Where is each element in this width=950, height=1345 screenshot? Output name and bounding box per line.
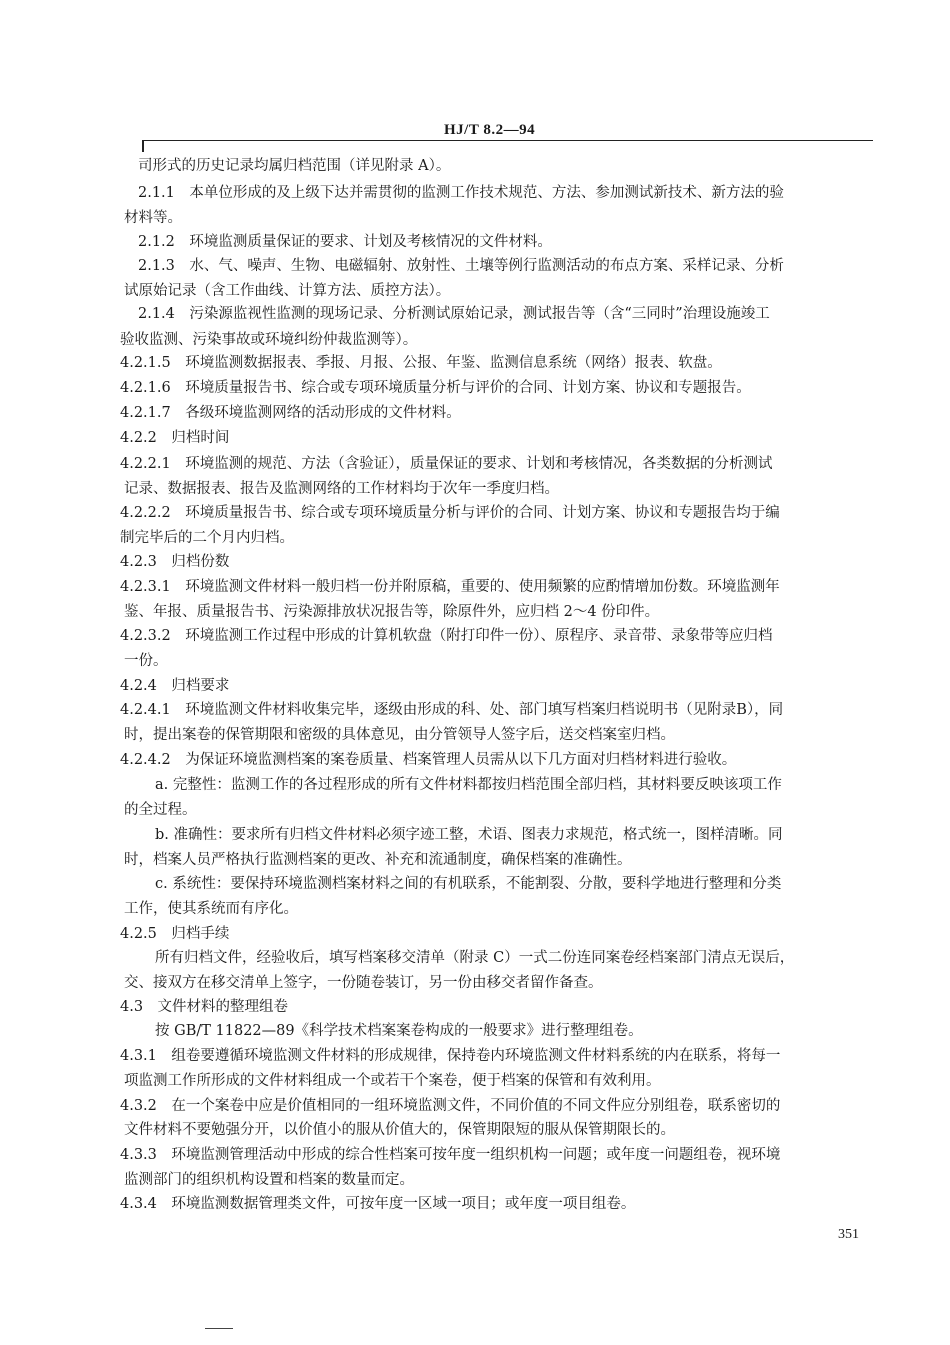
text-line: 4.2.3.2 环境监测工作过程中形成的计算机软盘（附打印件一份）、原程序、录音带、录象带等应归档	[120, 628, 773, 644]
text-line: 文件材料不要勉强分开，以价值小的服从价值大的，保管期限短的服从保管期限长的。	[124, 1122, 675, 1138]
text-line: 4.3.1 组卷要遵循环境监测文件材料的形成规律，保持卷内环境监测文件材料系统的内在联系，将每一	[120, 1048, 781, 1064]
text-line: 4.2.1.6 环境质量报告书、综合或专项环境质量分析与评价的合同、计划方案、协议和专题报告。	[120, 380, 751, 396]
text-line: 司形式的历史记录均属归档范围（详见附录 A）。	[138, 158, 451, 174]
footer-mark	[205, 1328, 233, 1329]
text-line: 所有归档文件，经验收后，填写档案移交清单（附录 C）一式二份连同案卷经档案部门清点无误后，	[155, 950, 795, 966]
text-line: 4.2.1.5 环境监测数据报表、季报、月报、公报、年鉴、监测信息系统（网络）报表、软盘。	[120, 355, 722, 371]
text-line: 时，档案人员严格执行监测档案的更改、补充和流通制度，确保档案的准确性。	[124, 852, 632, 868]
text-line: 4.2.3 归档份数	[120, 554, 230, 570]
text-line: 4.2.2.2 环境质量报告书、综合或专项环境质量分析与评价的合同、计划方案、协议和专题报告均于编	[120, 505, 780, 521]
text-line: 4.2.4.1 环境监测文件材料收集完毕，逐级由形成的科、处、部门填写档案归档说明书（见附录B），同	[120, 702, 784, 718]
text-line: 4.2.5 归档手续	[120, 926, 230, 942]
text-line: 鉴、年报、质量报告书、污染源排放状况报告等，除原件外，应归档 2～4 份印件。	[124, 604, 660, 620]
text-line: 4.3.4 环境监测数据管理类文件，可按年度一区域一项目；或年度一项目组卷。	[120, 1196, 636, 1212]
text-line: 2.1.2 环境监测质量保证的要求、计划及考核情况的文件材料。	[138, 234, 552, 250]
text-line: 4.3 文件材料的整理组卷	[120, 999, 289, 1015]
text-line: b. 准确性：要求所有归档文件材料必须字迹工整，术语、图表力求规范，格式统一，图样清晰。同	[155, 827, 783, 843]
document-code: HJ/T 8.2—94	[444, 122, 536, 138]
text-line: 4.2.1.7 各级环境监测网络的活动形成的文件材料。	[120, 405, 461, 421]
text-line: 验收监测、污染事故或环境纠纷仲裁监测等）。	[120, 332, 418, 348]
text-line: 4.2.2.1 环境监测的规范、方法（含验证），质量保证的要求、计划和考核情况，各类数据的分析测试	[120, 456, 773, 472]
margin-mark	[142, 140, 144, 152]
text-line: 制完毕后的二个月内归档。	[120, 530, 294, 546]
text-line: c. 系统性：要保持环境监测档案材料之间的有机联系，不能割裂、分散，要科学地进行整理和分类	[155, 876, 782, 892]
text-line: 4.3.2 在一个案卷中应是价值相同的一组环境监测文件，不同价值的不同文件应分别组卷，联系密切的	[120, 1098, 781, 1114]
text-line: 记录、数据报表、报告及监测网络的工作材料均于次年一季度归档。	[124, 481, 559, 497]
text-line: 材料等。	[124, 210, 182, 226]
text-line: 按 GB/T 11822—89《科学技术档案案卷构成的一般要求》进行整理组卷。	[155, 1023, 643, 1039]
page-number: 351	[838, 1227, 859, 1242]
text-line: 4.2.2 归档时间	[120, 430, 230, 446]
text-line: 4.2.4 归档要求	[120, 678, 230, 694]
text-line: 交、接双方在移交清单上签字，一份随卷装订，另一份由移交者留作备查。	[124, 975, 603, 991]
text-line: 时，提出案卷的保管期限和密级的具体意见，由分管领导人签字后，送交档案室归档。	[124, 727, 675, 743]
text-line: 的全过程。	[124, 802, 197, 818]
text-line: 4.2.3.1 环境监测文件材料一般归档一份并附原稿，重要的、使用频繁的应酌情增加份数。环境监测年	[120, 579, 780, 595]
text-line: 监测部门的组织机构设置和档案的数量而定。	[124, 1172, 414, 1188]
text-line: 4.2.4.2 为保证环境监测档案的案卷质量、档案管理人员需从以下几方面对归档材料进行验收。	[120, 752, 737, 768]
text-line: 试原始记录（含工作曲线、计算方法、质控方法）。	[124, 283, 451, 299]
text-line: 2.1.3 水、气、噪声、生物、电磁辐射、放射性、土壤等例行监测活动的布点方案、采样记录、分析	[138, 258, 784, 274]
text-line: 4.3.3 环境监测管理活动中形成的综合性档案可按年度一组织机构一问题；或年度一问题组卷，视环境	[120, 1147, 781, 1163]
text-line: a. 完整性：监测工作的各过程形成的所有文件材料都按归档范围全部归档，其材料要反映该项工作	[155, 777, 782, 793]
text-line: 工作，使其系统而有序化。	[124, 901, 298, 917]
text-line: 项监测工作所形成的文件材料组成一个或若干个案卷，便于档案的保管和有效利用。	[124, 1073, 661, 1089]
text-line: 2.1.4 污染源监视性监测的现场记录、分析测试原始记录，测试报告等（含“三同时”治理设施竣工	[138, 306, 770, 322]
header-rule	[142, 140, 873, 141]
text-line: 2.1.1 本单位形成的及上级下达并需贯彻的监测工作技术规范、方法、参加测试新技术、新方法的验	[138, 185, 784, 201]
text-line: 一份。	[124, 653, 168, 669]
